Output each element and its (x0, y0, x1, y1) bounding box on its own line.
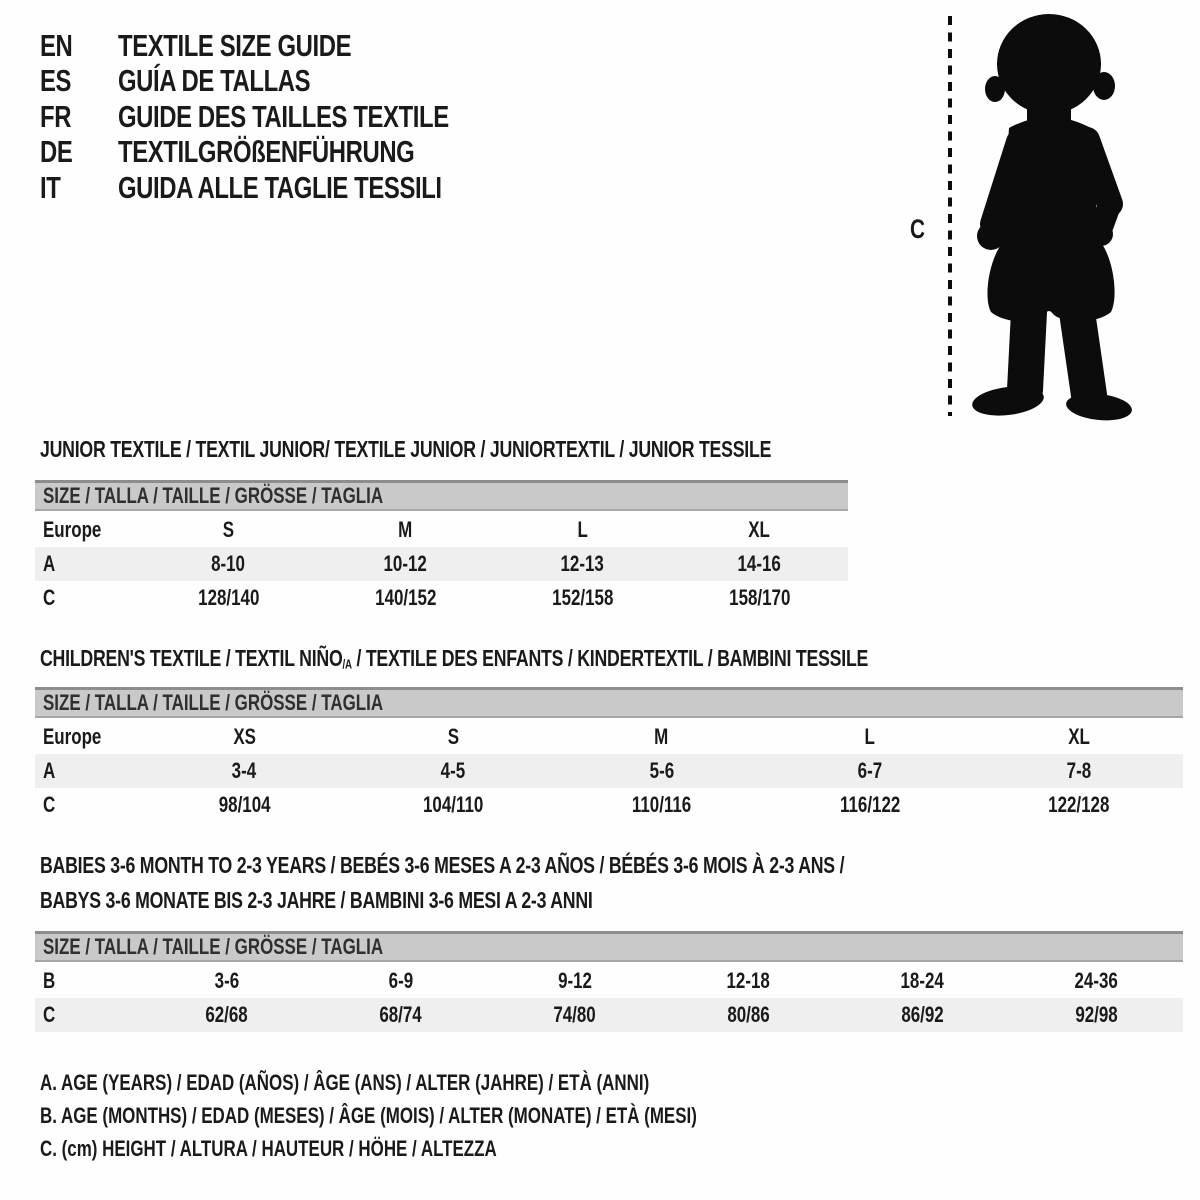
size-value-cell (557, 724, 766, 750)
table-row-a (35, 547, 848, 581)
table-row-b (35, 964, 1183, 998)
size-value-text: 92/98 (1074, 1002, 1118, 1027)
table-header-text: SIZE / TALLA / TAILLE / GRÖSSE / TAGLIA (43, 934, 384, 959)
legend-line-c (40, 1132, 893, 1165)
size-value-text: 68/74 (379, 1002, 422, 1027)
children-size-table (35, 687, 1183, 822)
height-measure-line (948, 16, 952, 416)
legend-line-a (40, 1066, 893, 1099)
size-value-cell (557, 792, 766, 818)
children-title-subscript: /A (342, 657, 352, 672)
size-value-cell (317, 585, 494, 611)
size-value-text: 6-9 (388, 968, 413, 993)
table-row-europe (35, 513, 848, 547)
row-label (35, 585, 140, 611)
size-value-text: S (222, 517, 235, 542)
row-label (35, 758, 140, 784)
size-value-cell (140, 551, 317, 577)
row-label-text: B (43, 968, 56, 993)
size-value-cell (140, 968, 314, 994)
babies-title-line2: BABYS 3-6 MONATE BIS 2-3 JAHRE / BAMBINI 3-6 MESI A 2-3 ANNI (40, 887, 593, 913)
language-code: FR (40, 98, 72, 134)
size-value-cell (661, 968, 835, 994)
row-label (35, 1002, 140, 1028)
size-value-text: L (864, 724, 876, 749)
size-value-text: XS (232, 724, 256, 749)
size-value-text: 86/92 (901, 1002, 944, 1027)
size-value-text: 128/140 (197, 585, 260, 610)
size-value-text: 98/104 (218, 792, 271, 817)
size-value-cell (140, 792, 349, 818)
size-value-text: M (654, 724, 669, 749)
size-value-cell (974, 758, 1183, 784)
row-label-text: Europe (43, 724, 102, 749)
size-value-text: 6-7 (857, 758, 883, 783)
size-value-cell (671, 585, 848, 611)
language-code: ES (40, 63, 72, 99)
size-value-text: 18-24 (900, 968, 944, 993)
size-value-cell (494, 551, 671, 577)
size-value-text: 152/158 (551, 585, 614, 610)
row-label-text: Europe (43, 517, 102, 542)
table-row-c (35, 788, 1183, 822)
babies-title-line1: BABIES 3-6 MONTH TO 2-3 YEARS / BEBÉS 3-6 MESES A 2-3 AÑOS / BÉBÉS 3-6 MOIS À 2-3 ANS / (40, 852, 845, 878)
language-list (40, 28, 548, 206)
size-value-cell (671, 551, 848, 577)
size-value-cell (974, 792, 1183, 818)
table-row-c (35, 998, 1183, 1032)
size-value-cell (314, 1002, 488, 1028)
size-value-text: 158/170 (728, 585, 791, 610)
junior-section-title (40, 432, 990, 467)
size-value-text: 12-18 (726, 968, 771, 993)
language-row-fr (40, 99, 548, 135)
language-title: GUIDA ALLE TAGLIE TESSILI (118, 169, 442, 205)
language-code: DE (40, 134, 73, 170)
table-header-band (35, 687, 1183, 718)
measure-letter: C (910, 214, 926, 244)
size-value-text: 110/116 (631, 792, 692, 817)
row-label (35, 724, 140, 750)
size-value-cell (766, 758, 975, 784)
size-value-text: L (577, 517, 588, 542)
size-value-cell (766, 792, 975, 818)
size-value-cell (974, 724, 1183, 750)
row-label-text: A (43, 551, 56, 576)
language-row-de (40, 135, 548, 171)
language-title: GUIDE DES TAILLES TEXTILE (118, 98, 449, 134)
size-value-text: 14-16 (737, 551, 782, 576)
row-label-text: C (43, 792, 56, 817)
size-value-cell (317, 517, 494, 543)
language-title: TEXTILE SIZE GUIDE (118, 27, 352, 63)
size-value-cell (140, 1002, 314, 1028)
table-header-band (35, 480, 848, 511)
junior-title-text: JUNIOR TEXTILE / TEXTIL JUNIOR/ TEXTILE JUNIOR / JUNIORTEXTIL / JUNIOR TESSILE (40, 436, 772, 462)
junior-size-table (35, 480, 848, 615)
table-header-text: SIZE / TALLA / TAILLE / GRÖSSE / TAGLIA (43, 690, 384, 715)
size-value-cell (661, 1002, 835, 1028)
size-value-cell (557, 758, 766, 784)
size-value-cell (349, 758, 558, 784)
row-label (35, 792, 140, 818)
children-section-title (40, 641, 1116, 682)
size-value-cell (317, 551, 494, 577)
legend-text: A. AGE (YEARS) / EDAD (AÑOS) / ÂGE (ANS) / ALTER (JAHRE) / ETÀ (ANNI) (40, 1069, 650, 1095)
size-value-cell (494, 517, 671, 543)
size-value-text: 104/110 (422, 792, 484, 817)
table-row-europe (35, 720, 1183, 754)
legend-line-b (40, 1099, 893, 1132)
row-label (35, 551, 140, 577)
language-title: GUÍA DE TALLAS (118, 63, 311, 99)
size-value-text: 9-12 (557, 968, 592, 993)
row-label-text: C (43, 585, 56, 610)
table-header-band (35, 931, 1183, 962)
babies-section-title (40, 848, 1085, 918)
children-title-prefix: CHILDREN'S TEXTILE / TEXTIL NIÑO (40, 645, 343, 671)
size-value-text: S (447, 724, 459, 749)
size-value-cell (140, 758, 349, 784)
row-label (35, 968, 140, 994)
size-value-cell (140, 585, 317, 611)
row-label-text: A (43, 758, 56, 783)
size-value-text: M (398, 517, 413, 542)
babies-size-table (35, 931, 1183, 1032)
size-value-cell (835, 1002, 1009, 1028)
size-value-text: 80/86 (727, 1002, 770, 1027)
size-value-cell (671, 517, 848, 543)
legend-text: B. AGE (MONTHS) / EDAD (MESES) / ÂGE (MOIS) / ALTER (MONATE) / ETÀ (MESI) (40, 1102, 697, 1128)
language-row-en (40, 28, 548, 64)
size-value-cell (1009, 1002, 1183, 1028)
size-value-text: 5-6 (649, 758, 674, 783)
row-label (35, 517, 140, 543)
size-value-cell (488, 1002, 662, 1028)
size-value-cell (140, 517, 317, 543)
size-value-cell (349, 724, 558, 750)
size-value-cell (494, 585, 671, 611)
size-value-text: 3-4 (232, 758, 257, 783)
size-value-cell (1009, 968, 1183, 994)
size-value-text: 116/122 (839, 792, 901, 817)
size-value-text: 7-8 (1066, 758, 1091, 783)
language-code: IT (40, 169, 61, 205)
table-row-c (35, 581, 848, 615)
language-code: EN (40, 27, 73, 63)
language-row-es (40, 64, 548, 100)
table-header-text: SIZE / TALLA / TAILLE / GRÖSSE / TAGLIA (43, 483, 384, 508)
table-row-a (35, 754, 1183, 788)
size-value-text: 62/68 (205, 1002, 249, 1027)
size-value-cell (488, 968, 662, 994)
size-value-cell (314, 968, 488, 994)
size-value-text: 140/152 (374, 585, 437, 610)
size-value-text: 12-13 (560, 551, 605, 576)
size-value-cell (766, 724, 975, 750)
size-value-text: XL (748, 517, 771, 542)
size-value-cell (835, 968, 1009, 994)
size-value-text: 4-5 (440, 758, 466, 783)
children-title-suffix: / TEXTILE DES ENFANTS / KINDERTEXTIL / BAMBINI TESSILE (351, 645, 869, 671)
toddler-silhouette-icon (953, 12, 1149, 422)
language-title: TEXTILGRÖßENFÜHRUNG (118, 134, 415, 170)
size-value-text: XL (1067, 724, 1090, 749)
size-value-text: 8-10 (211, 551, 246, 576)
language-row-it (40, 170, 548, 206)
row-label-text: C (43, 1002, 56, 1027)
measure-legend (40, 1066, 893, 1165)
legend-text: C. (cm) HEIGHT / ALTURA / HAUTEUR / HÖHE / ALTEZZA (40, 1135, 497, 1161)
size-value-text: 24-36 (1074, 968, 1118, 993)
size-value-cell (140, 724, 349, 750)
size-value-text: 74/80 (553, 1002, 596, 1027)
size-value-text: 3-6 (214, 968, 240, 993)
height-measure-label (910, 214, 930, 245)
size-value-cell (349, 792, 558, 818)
size-value-text: 10-12 (383, 551, 428, 576)
size-value-text: 122/128 (1048, 792, 1110, 817)
